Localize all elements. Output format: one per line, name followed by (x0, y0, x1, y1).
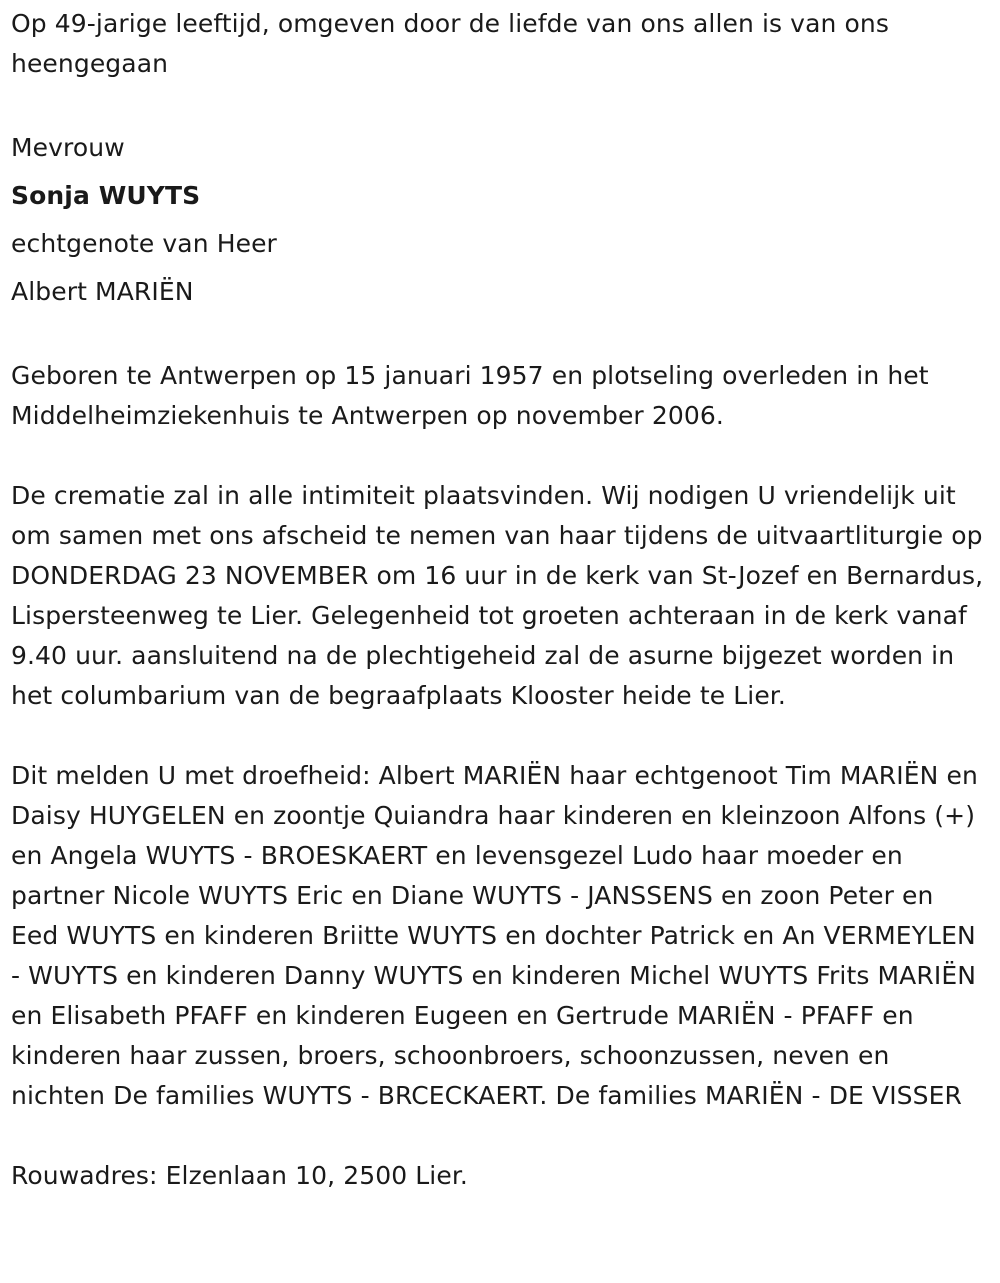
birth-death-text: Geboren te Antwerpen op 15 januari 1957 en plotseling overleden in het Middelheimziekenhuis te Antwerpen op november 2006. (11, 361, 929, 430)
spacer (11, 316, 986, 356)
family-text: Dit melden U met droefheid: Albert MARIËN haar echtgenoot Tim MARIËN en Daisy HUYGELEN en zoontje Quiandra haar kinderen en kleinzoon Alfons (+) en Angela WUYTS - BROESKAERT en levensgezel Ludo haar moeder en partner Nicole WUYTS Eric en Diane WUYTS - JANSSENS en zoon Peter en Eed WUYTS en kinderen Briitte WUYTS en dochter Patrick en An VERMEYLEN - WUYTS en kinderen Danny WUYTS en kinderen Michel WUYTS Frits MARIËN en Elisabeth PFAFF en kinderen Eugeen en Gertrude MARIËN - PFAFF en kinderen haar zussen, broers, schoonbroers, schoonzussen, neven en nichten De families WUYTS - BRCECKAERT. De families MARIËN - DE VISSER (11, 761, 978, 1110)
death-notice (11, 4, 986, 1196)
mourning-address: Rouwadres: Elzenlaan 10, 2500 Lier. (11, 1161, 468, 1190)
salutation: Mevrouw (11, 133, 125, 162)
spouse-relation: echtgenote van Heer (11, 229, 277, 258)
spacer (11, 1116, 986, 1156)
spouse-name: Albert MARIËN (11, 277, 194, 306)
spacer (11, 436, 986, 476)
ceremony-text: De crematie zal in alle intimiteit plaatsvinden. Wij nodigen U vriendelijk uit om samen met ons afscheid te nemen van haar tijdens de uitvaartliturgie op DONDERDAG 23 NOVEMBER om 16 uur in de kerk van St-Jozef en Bernardus, Lispersteenweg te Lier. Gelegenheid tot groeten achteraan in de kerk vanaf 9.40 uur. aansluitend na de plechtigeheid zal de asurne bijgezet worden in het columbarium van de begraafplaats Klooster heide te Lier. (11, 481, 984, 710)
spacer (11, 84, 986, 124)
deceased-name: Sonja WUYTS (11, 181, 201, 210)
spacer (11, 716, 986, 756)
intro-text: Op 49-jarige leeftijd, omgeven door de liefde van ons allen is van ons heengegaan (11, 9, 889, 78)
